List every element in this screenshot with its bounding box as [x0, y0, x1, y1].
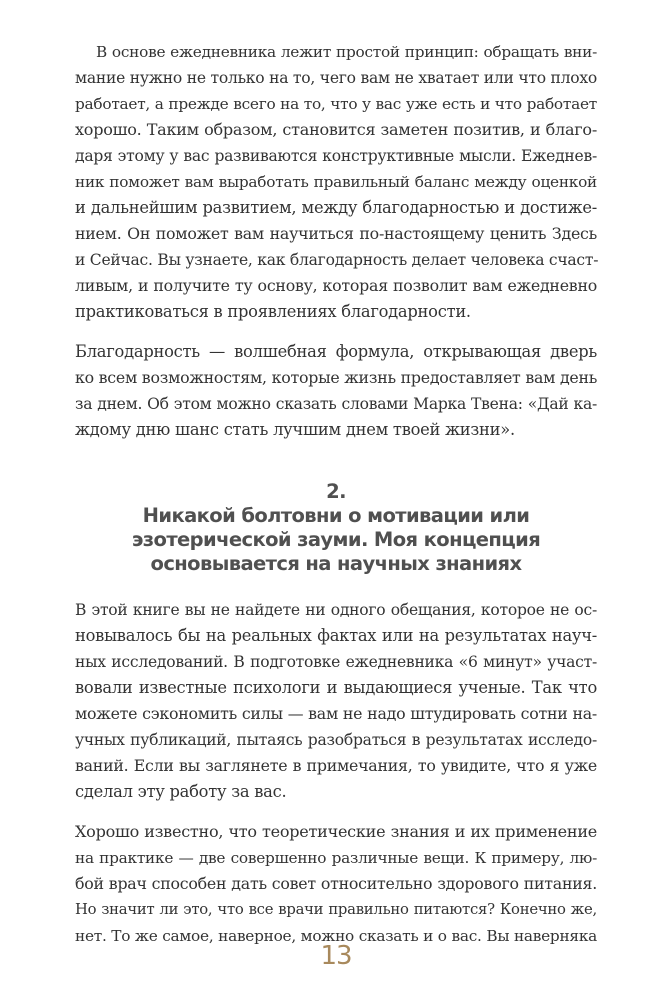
paragraph-3-line-8: сделал эту работу за вас.: [75, 782, 287, 801]
paragraph-1-line-3: работает, а прежде всего на то, что у вас уже есть и что работает: [75, 95, 597, 113]
page-number: 13: [320, 941, 352, 971]
paragraph-4-line-1: Хорошо известно, что теоретические знания и их применение: [75, 822, 597, 841]
paragraph-1-line-7: и дальнейшим развитием, между благодарностью и достиже-: [75, 198, 597, 217]
paragraph-1-line-10: ливым, и получите ту основу, которая позволит вам ежедневно: [75, 276, 597, 295]
paragraph-1-line-8: нием. Он поможет вам научиться по-настоящему ценить Здесь: [75, 224, 597, 243]
paragraph-4-line-4: Но значит ли это, что все врачи правильно питаются? Конечно же,: [75, 901, 597, 918]
section-title-line-3: основывается на научных знаниях: [150, 552, 522, 575]
paragraph-1-line-2: мание нужно не только на то, чего вам не хватает или что плохо: [75, 69, 597, 87]
paragraph-4-line-2: на практике — две совершенно различные вещи. К примеру, лю-: [75, 849, 597, 867]
paragraph-2-line-3: за днем. Об этом можно сказать словами Марка Твена: «Дай ка-: [75, 395, 597, 413]
section-title-line-2: эзотерической зауми. Моя концепция: [131, 528, 541, 551]
section-number: 2.: [326, 480, 346, 503]
paragraph-3-line-6: учных публикаций, пытаясь разобраться в результатах исследо-: [75, 731, 597, 749]
paragraph-1-line-4: хорошо. Таким образом, становится заметен позитив, и благо-: [75, 120, 597, 139]
paragraph-2-line-2: ко всем возможностям, которые жизнь предоставляет вам день: [75, 368, 598, 387]
paragraph-1-line-6: ник поможет вам выработать правильный баланс между оценкой: [75, 173, 597, 191]
paragraph-4-line-5: нет. То же самое, наверное, можно сказать и о вас. Вы наверняка: [75, 927, 597, 945]
paragraph-1-line-1: В основе ежедневника лежит простой принцип: обращать вни-: [96, 43, 597, 61]
paragraph-2-line-4: ждому дню шанс стать лучшим днем твоей жизни».: [75, 420, 515, 439]
paragraph-3-line-3: ных исследований. В подготовке ежедневника «6 минут» участ-: [75, 653, 597, 671]
paragraph-1-line-9: и Сейчас. Вы узнаете, как благодарность делает человека счаст-: [75, 251, 599, 269]
paragraph-3-line-4: вовали известные психологи и выдающиеся ученые. Так что: [75, 678, 597, 697]
paragraph-4-line-3: бой врач способен дать совет относительно здорового питания.: [75, 874, 597, 893]
paragraph-2-line-1: Благодарность — волшебная формула, открывающая дверь: [75, 342, 597, 361]
paragraph-1-line-5: даря этому у вас развиваются конструктивные мысли. Ежеднев-: [75, 147, 597, 165]
paragraph-3-line-2: новывалось бы на реальных фактах или на результатах науч-: [75, 626, 597, 645]
section-title-line-1: Никакой болтовни о мотивации или: [142, 504, 530, 527]
paragraph-1-line-11: практиковаться в проявлениях благодарности.: [75, 302, 471, 321]
paragraph-3-line-5: можете сэкономить силы — вам не надо штудировать сотни на-: [75, 704, 597, 723]
paragraph-3-line-1: В этой книге вы не найдете ни одного обещания, которое не ос-: [75, 601, 597, 619]
paragraph-3-line-7: ваний. Если вы заглянете в примечания, то увидите, что я уже: [75, 756, 597, 775]
